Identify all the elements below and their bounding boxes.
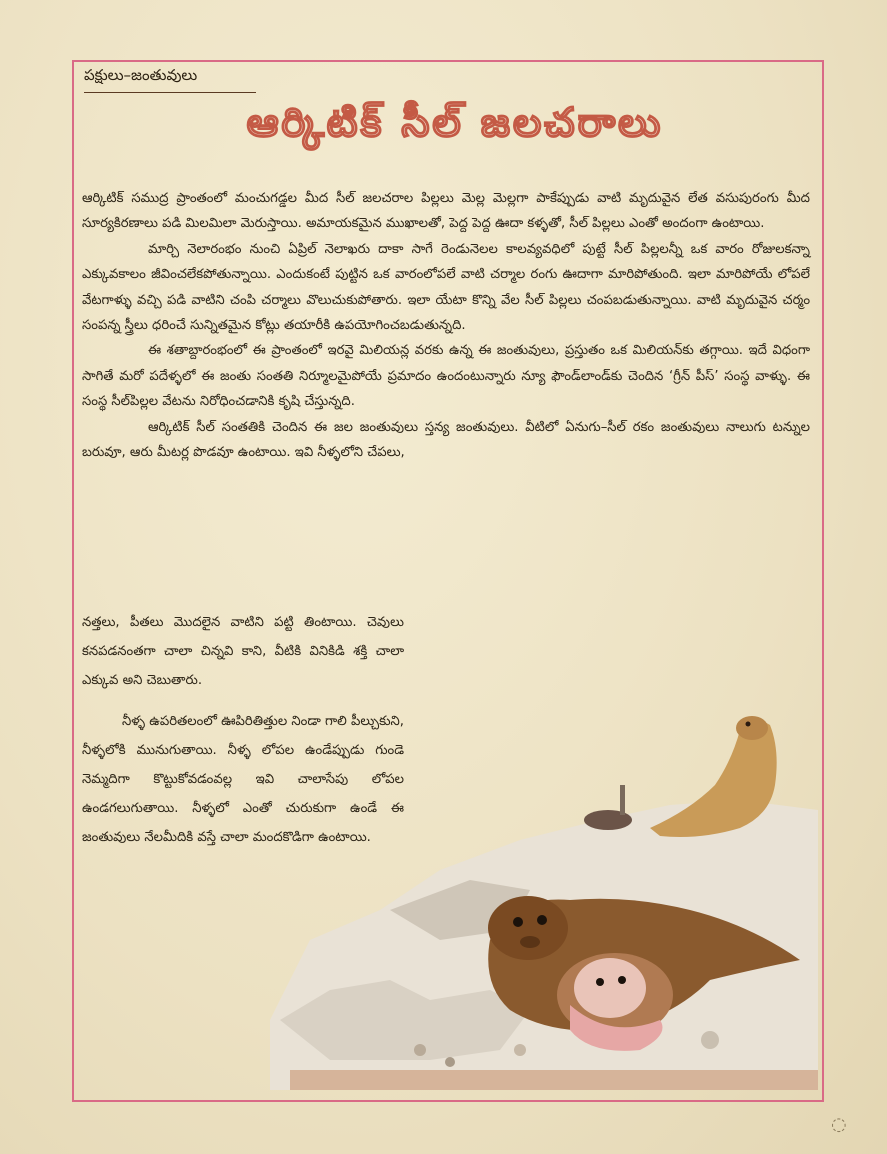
section-label: పక్షులు–జంతువులు — [84, 66, 256, 93]
paragraph-3: ఈ శతాబ్దారంభంలో ఈ ప్రాంతంలో ఇరవై మిలియన్ల వరకు ఉన్న ఈ జంతువులు, ప్రస్తుతం ఒక మిలియన్‌కు తగ్గాయి. ఇదే విధంగా సాగితే మరో పదేళ్ళలో ఈ జంతు సంతతి నిర్మూలమైపోయే ప్రమాదం ఉందంటున్నారు న్యూ ఫౌండ్‌లాండ్‌కు చెందిన ‘గ్రీన్ పీస్’ సంస్థ వాళ్ళు. ఈ సంస్థ సీల్‌పిల్లల వేటను నిరోధించడానికి కృషి చేస్తున్నది. — [82, 343, 810, 410]
page-corner-mark: ◌ — [831, 1114, 847, 1135]
seal-illustration — [270, 690, 818, 1090]
article-body — [82, 186, 810, 465]
paragraph-2: మార్చి నెలారంభం నుంచి ఏప్రిల్ నెలాఖరు దాకా సాగే రెండునెలల కాలవ్యవధిలో పుట్టే సీల్ పిల్లలన్నీ ఒక వారం రోజులకన్నా ఎక్కువకాలం జీవించలేకపోతున్నాయి. ఎందుకంటే పుట్టిన ఒక వారంలోపలే వాటి చర్మాల రంగు ఊదాగా మారిపోతుంది. ఇలా మారిపోయే లోపలే వేటగాళ్ళు వచ్చి పడి వాటిని చంపి చర్మాలు వొలుచుకుపోతారు. ఇలా యేటా కొన్ని వేల సీల్ పిల్లలు చంపబడుతున్నాయి. వాటి మృదువైన చర్మం సంపన్న స్త్రీలు ధరించే సున్నితమైన కోట్లు తయారీకి ఉపయోగించబడుతున్నది. — [82, 241, 810, 334]
paragraph-5: నత్తలు, పీతలు మొదలైన వాటిని పట్టి తింటాయి. చెవులు కనపడనంతగా చాలా చిన్నవి కాని, వీటికి వినికిడి శక్తి చాలా ఎక్కువ అని చెబుతారు. — [82, 615, 404, 688]
paragraph-6: నీళ్ళ ఉపరితలంలో ఊపిరితిత్తుల నిండా గాలి పీల్చుకుని, నీళ్ళలోకి మునుగుతాయి. నీళ్ళ లోపల ఉండేప్పుడు గుండె నెమ్మదిగా కొట్టుకోవడంవల్ల ఇవి చాలాసేపు లోపల ఉండగలుగుతాయి. నీళ్ళలో ఎంతో చురుకుగా ఉండే ఈ జంతువులు నేలమీదికి వస్తే చాలా మందకొడిగా ఉంటాయి. — [82, 714, 404, 845]
paragraph-1: ఆర్కిటిక్ సముద్ర ప్రాంతంలో మంచుగడ్డల మీద సీల్ జలచరాల పిల్లలు మెల్ల మెల్లగా పాకేప్పుడు వాటి మృదువైన లేత వసుపురంగు మీద సూర్యకిరణాలు పడి మిలమిలా మెరుస్తాయి. అమాయకమైన ముఖాలతో, పెద్ద పెద్ద ఊదా కళ్ళతో, సీల్ పిల్లలు ఎంతో అందంగా ఉంటాయి. — [82, 191, 810, 232]
article-title: ఆర్కిటిక్ సీల్ జలచరాలు — [246, 100, 664, 146]
paragraph-4: ఆర్కిటిక్ సీల్ సంతతికి చెందిన ఈ జల జంతువులు స్తన్య జంతువులు. వీటిలో ఏనుగు–సీల్ రకం జంతువులు నాలుగు టన్నుల బరువూ, ఆరు మీటర్ల పొడవూ ఉంటాయి. ఇవి నీళ్ళలోని చేపలు, — [82, 419, 810, 461]
